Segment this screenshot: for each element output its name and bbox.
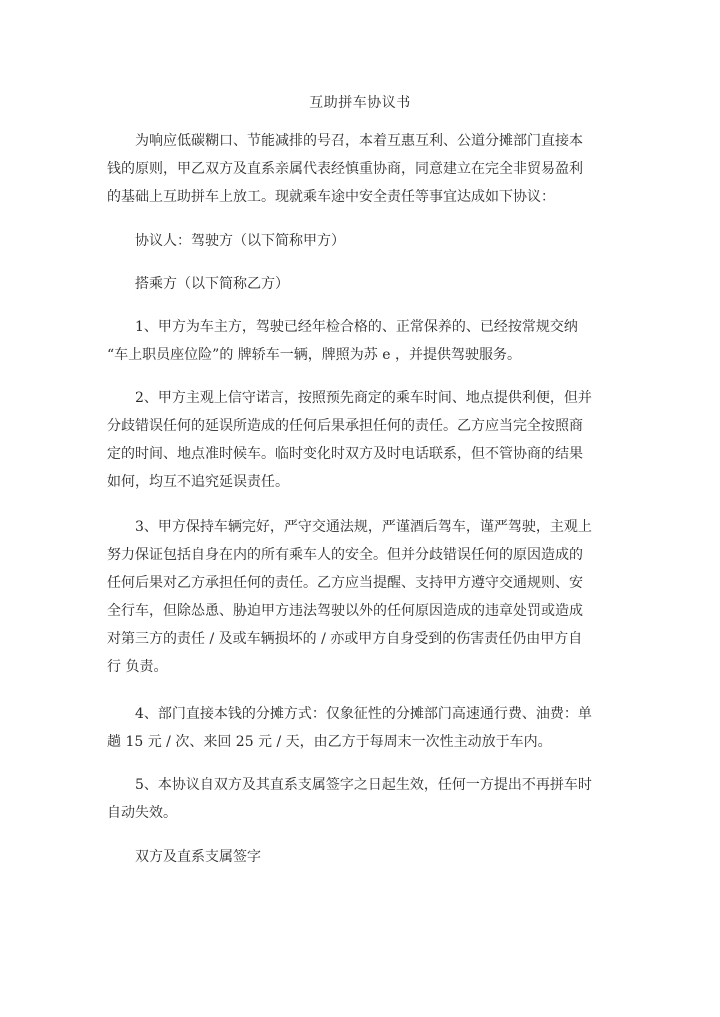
paragraph-line: 任何后果对乙方承担任何的责任。乙方应当提醒、支持甲方遵守交通规则、安	[107, 575, 583, 591]
paragraph-line: 钱的原则，甲乙双方及直系亲属代表经慎重协商，同意建立在完全非贸易盈利	[107, 161, 583, 177]
paragraph-line: 定的时间、地点准时候车。临时变化时双方及时电话联系，但不管协商的结果	[107, 446, 583, 462]
paragraph-line: 为响应低碳糊口、节能减排的号召，本着互惠互利、公道分摊部门直接本	[135, 133, 583, 149]
paragraph-line: 双方及直系支属签字	[135, 849, 261, 865]
paragraph-line: 2、甲方主观上信守诺言，按照预先商定的乘车时间、地点提供利便，但并	[135, 390, 592, 406]
clause-4	[107, 700, 592, 756]
clause-1	[107, 313, 577, 369]
paragraph-line: 趟 15 元 / 次、来回 25 元 / 天，由乙方于每周末一次性主动放于车内。	[107, 734, 552, 750]
clause-5	[107, 771, 592, 827]
paragraph-line: 对第三方的责任 / 及或车辆损坏的 / 亦或甲方自身受到的伤害责任仍由甲方自	[107, 631, 583, 647]
paragraph-line: 行 负责。	[107, 659, 168, 675]
paragraph-line: 4、部门直接本钱的分摊方式：仅象征性的分摊部门高速通行费、油费：单	[135, 706, 592, 722]
paragraph-line: 3、甲方保持车辆完好，严守交通法规，严谨酒后驾车，谨严驾驶，主观上	[135, 519, 592, 535]
paragraph-line: 搭乘方（以下简称乙方）	[135, 276, 289, 292]
paragraph-line: “车上职员座位险”的 牌轿车一辆，牌照为苏 e ，并提供驾驶服务。	[107, 347, 521, 363]
party-a-line	[107, 227, 577, 255]
signature-line	[107, 843, 577, 871]
paragraph-line: 协议人：驾驶方（以下简称甲方）	[135, 233, 345, 249]
clause-2	[107, 384, 592, 496]
paragraph-line: 分歧错误任何的延误所造成的任何后果承担任何的责任。乙方应当完全按照商	[107, 418, 583, 434]
paragraph-line: 自动失效。	[107, 805, 177, 821]
clause-3	[107, 513, 592, 681]
preamble-paragraph	[107, 127, 583, 211]
paragraph-line: 1、甲方为车主方，驾驶已经年检合格的、正常保养的、已经按常规交纳	[135, 319, 578, 335]
party-b-line	[107, 270, 577, 298]
document-title: 互助拼车协议书	[309, 95, 411, 111]
paragraph-line: 如何，均互不追究延误责任。	[107, 474, 289, 490]
paragraph-line: 努力保证包括自身在内的所有乘车人的安全。但并分歧错误任何的原因造成的	[107, 547, 583, 563]
paragraph-line: 5、本协议自双方及其直系支属签字之日起生效，任何一方提出不再拼车时	[135, 777, 592, 793]
paragraph-line: 的基础上互助拼车上放工。现就乘车途中安全责任等事宜达成如下协议：	[107, 189, 555, 205]
paragraph-line: 全行车，但除怂恿、胁迫甲方违法驾驶以外的任何原因造成的违章处罚或造成	[107, 603, 583, 619]
